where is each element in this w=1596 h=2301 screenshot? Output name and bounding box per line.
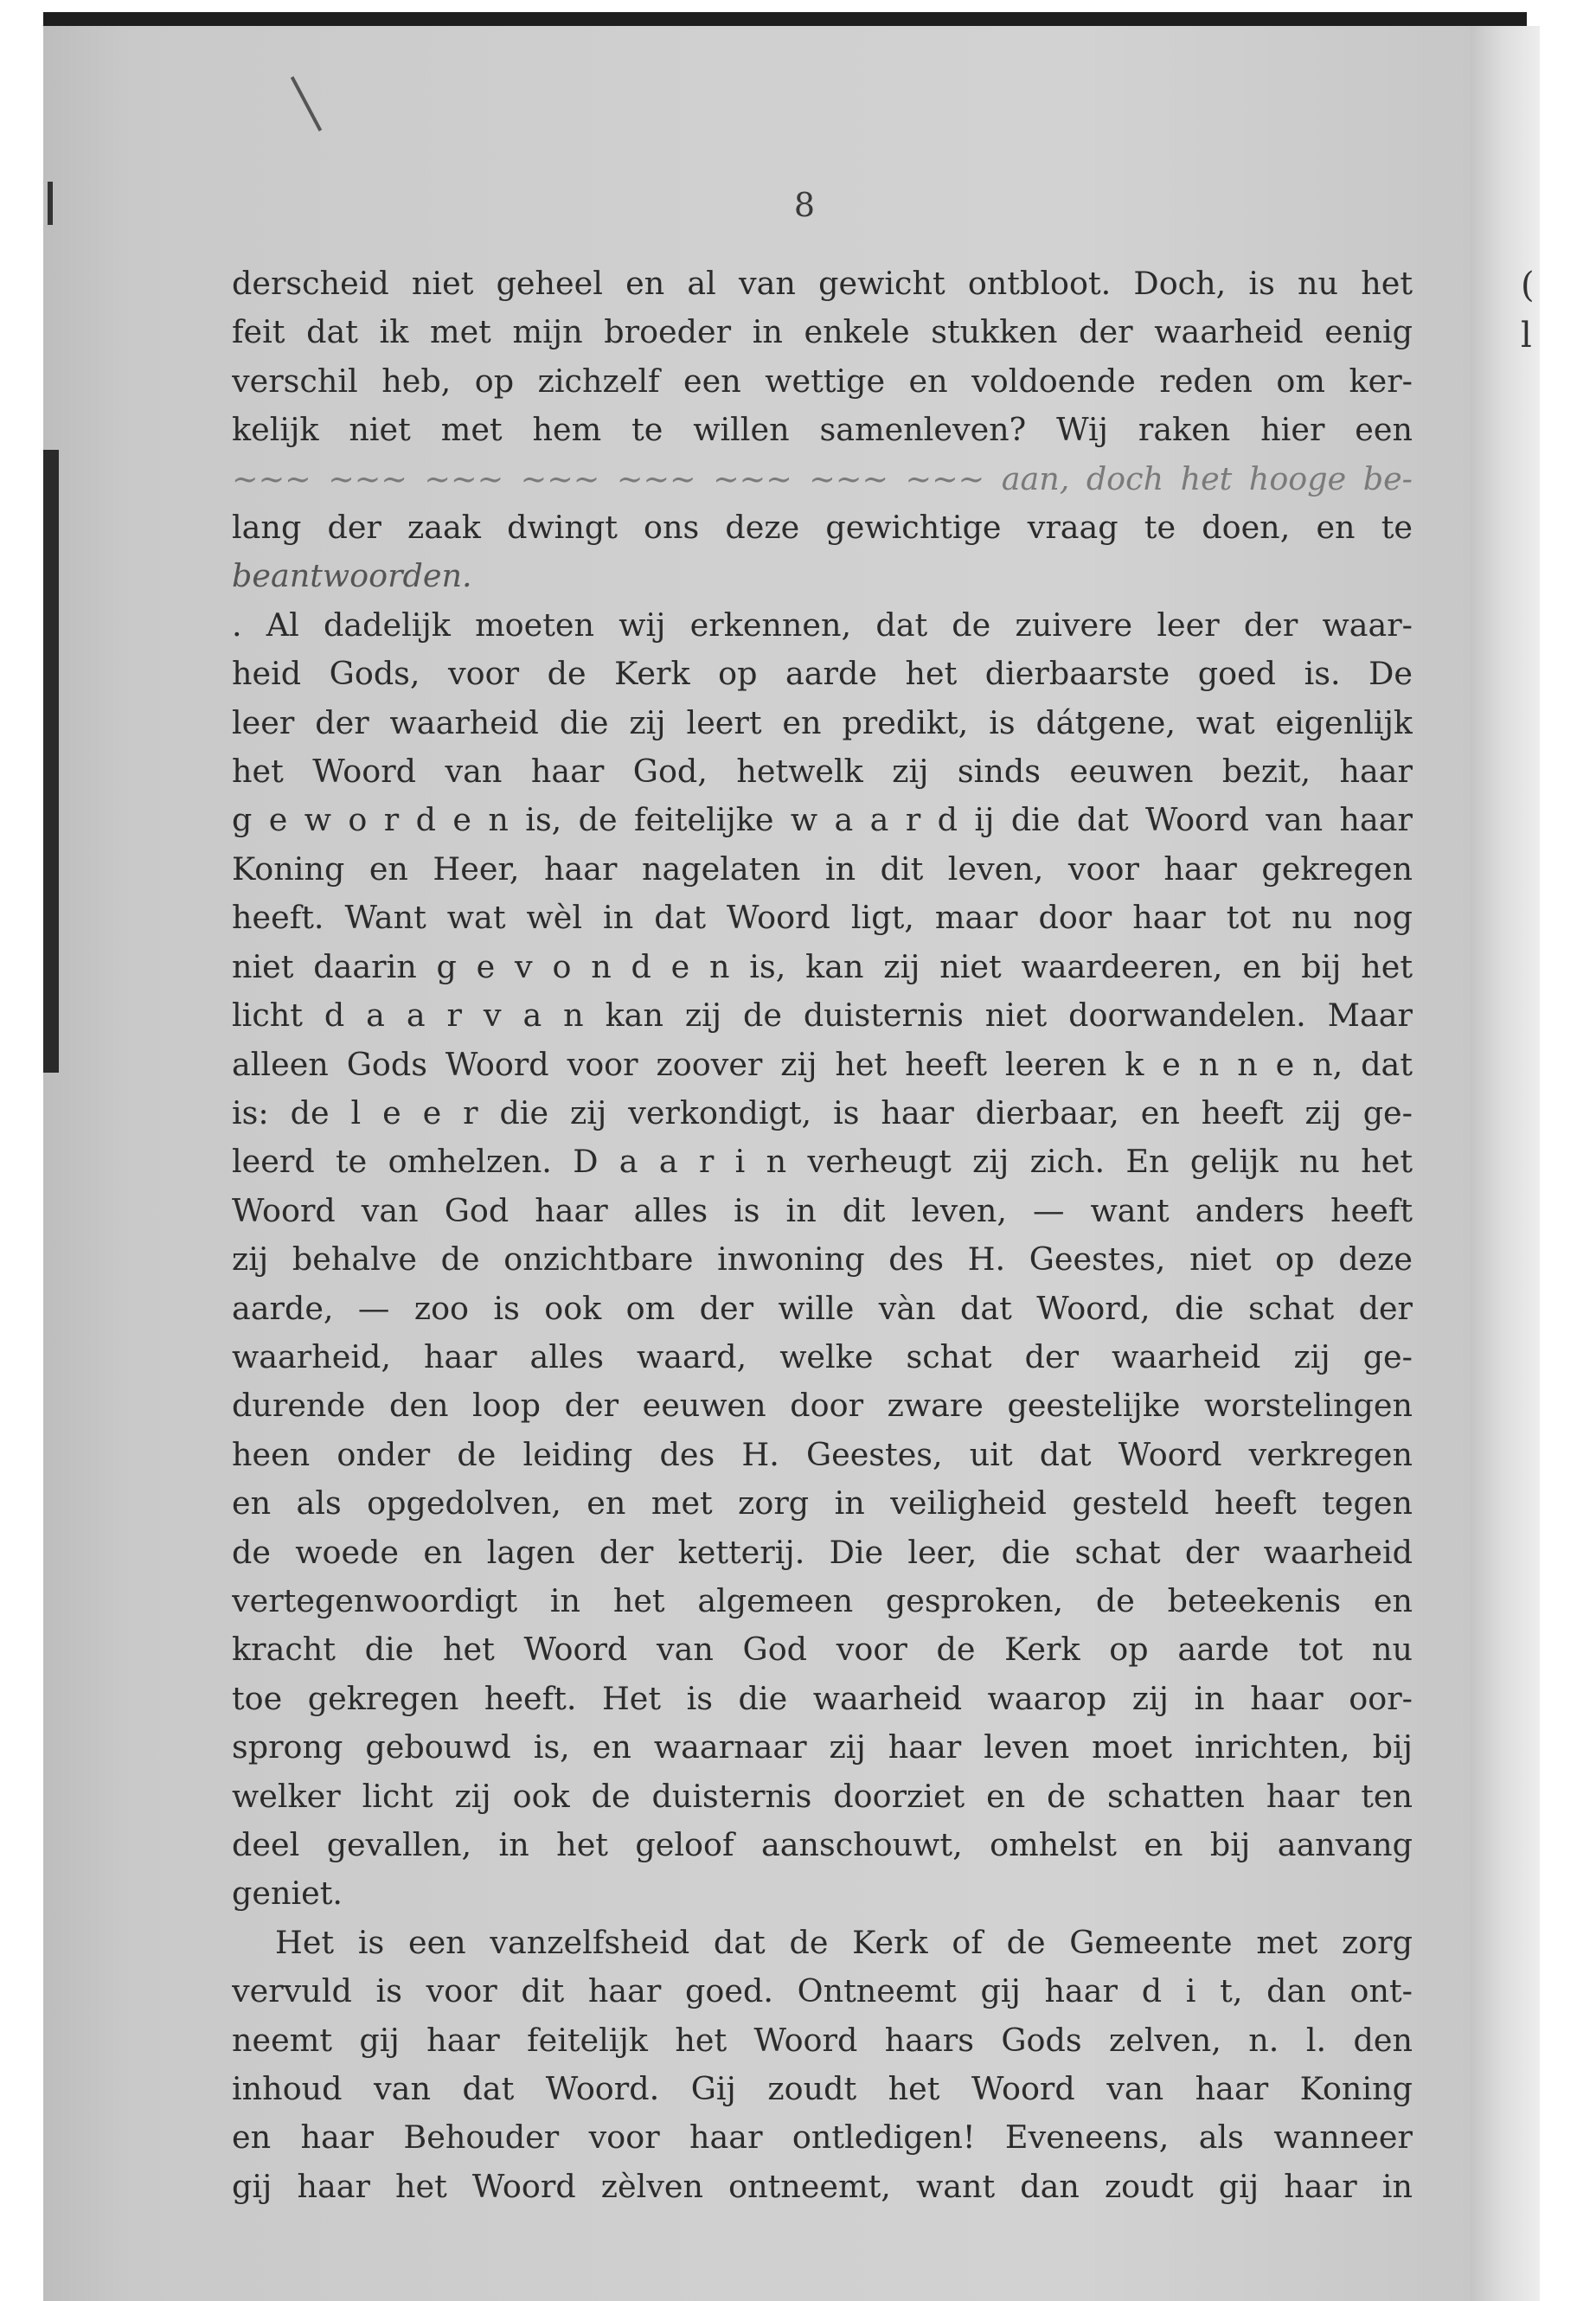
- text-line: geniet.: [232, 1875, 343, 1913]
- text-line: durende den loop der eeuwen door zware geestelijke worstelingen: [232, 1387, 1413, 1425]
- text-line: waarheid, haar alles waard, welke schat der waarheid zij ge-: [232, 1337, 1413, 1375]
- binding-edge: [43, 450, 59, 1073]
- text-line: en als opgedolven, en met zorg in veiligheid gesteld heeft tegen: [232, 1484, 1413, 1522]
- text-line: Koning en Heer, haar nagelaten in dit leven, voor haar gekregen: [232, 849, 1413, 888]
- text-line: licht d a a r v a n kan zij de duisternis niet doorwandelen. Maar: [232, 997, 1413, 1035]
- text-line: derscheid niet geheel en al van gewicht ontbloot. Doch, is nu het: [232, 265, 1413, 302]
- text-line: heeft. Want wat wèl in dat Woord ligt, maar door haar tot nu nog: [232, 899, 1413, 937]
- body-text: [232, 260, 1413, 2211]
- text-line: deel gevallen, in het geloof aanschouwt, omhelst en bij aanvang: [232, 1826, 1413, 1863]
- handwritten-line: beantwoorden.: [232, 557, 472, 595]
- text-line: Woord van God haar alles is in dit leven, — want anders heeft: [232, 1191, 1413, 1229]
- text-line: kracht die het Woord van God voor de Kerk op aarde tot nu: [232, 1631, 1413, 1669]
- page-fold-shadow: [1471, 26, 1540, 2301]
- text-line: g e w o r d e n is, de feitelijke w a a r d ij die dat Woord van haar: [232, 801, 1413, 839]
- text-line: niet daarin g e v o n d e n is, kan zij niet waardeeren, en bij het: [232, 947, 1413, 985]
- text-line: heid Gods, voor de Kerk op aarde het dierbaarste goed is. De: [232, 655, 1413, 693]
- text-line: gij haar het Woord zèlven ontneemt, want dan zoudt gij haar in: [232, 2167, 1413, 2205]
- text-line: verschil heb, op zichzelf een wettige en voldoende reden om ker-: [232, 362, 1413, 400]
- binding-mark: [48, 182, 53, 225]
- text-line: feit dat ik met mijn broeder in enkele stukken der waarheid eenig: [232, 313, 1413, 351]
- text-line: is: de l e e r die zij verkondigt, is haar dierbaar, en heeft zij ge-: [232, 1093, 1413, 1131]
- text-line: toe gekregen heeft. Het is die waarheid waarop zij in haar oor-: [232, 1679, 1413, 1717]
- text-line: kelijk niet met hem te willen samenleven? Wij raken hier een: [232, 411, 1413, 449]
- text-line: Het is een vanzelfsheid dat de Kerk of de Gemeente met zorg: [275, 1923, 1413, 1961]
- text-line: aarde, — zoo is ook om der wille vàn dat Woord, die schat der: [232, 1289, 1413, 1327]
- text-line: het Woord van haar God, hetwelk zij sinds eeuwen bezit, haar: [232, 753, 1413, 791]
- text-line: vertegenwoordigt in het algemeen gesproken, de beteekenis en: [232, 1581, 1413, 1619]
- margin-glyph: (: [1521, 266, 1535, 305]
- text-line: leerd te omhelzen. D a a r i n verheugt zij zich. En gelijk nu het: [232, 1143, 1413, 1181]
- struck-text-line: ~~~ ~~~ ~~~ ~~~ ~~~ ~~~ ~~~ ~~~ aan, doch het hooge be-: [232, 459, 1413, 497]
- text-line: alleen Gods Woord voor zoover zij het heeft leeren k e n n e n, dat: [232, 1045, 1413, 1083]
- text-line: leer der waarheid die zij leert en predikt, is dátgene, wat eigenlijk: [232, 703, 1413, 741]
- scan-right-margin: [1540, 0, 1596, 2301]
- page-number: 8: [793, 186, 816, 224]
- text-line: de woede en lagen der ketterij. Die leer, die schat der waarheid: [232, 1533, 1413, 1571]
- text-line: en haar Behouder voor haar ontledigen! Eveneens, als wanneer: [232, 2118, 1413, 2157]
- text-line: zij behalve de onzichtbare inwoning des H. Geestes, niet op deze: [232, 1240, 1413, 1279]
- text-line: . Al dadelijk moeten wij erkennen, dat de zuivere leer der waar-: [232, 606, 1413, 644]
- scan-top-edge: [43, 12, 1527, 26]
- margin-glyph: l: [1521, 316, 1532, 356]
- text-line: sprong gebouwd is, en waarnaar zij haar leven moet inrichten, bij: [232, 1728, 1413, 1766]
- text-line: neemt gij haar feitelijk het Woord haars Gods zelven, n. l. den: [232, 2021, 1413, 2059]
- text-line: heen onder de leiding des H. Geestes, uit dat Woord verkregen: [232, 1435, 1413, 1473]
- text-line: inhoud van dat Woord. Gij zoudt het Woord van haar Koning: [232, 2070, 1413, 2108]
- text-line: vervuld is voor dit haar goed. Ontneemt gij haar d i t, dan ont-: [232, 1972, 1413, 2010]
- text-line: lang der zaak dwingt ons deze gewichtige vraag te doen, en te: [232, 509, 1413, 547]
- text-line: welker licht zij ook de duisternis doorziet en de schatten haar ten: [232, 1777, 1413, 1815]
